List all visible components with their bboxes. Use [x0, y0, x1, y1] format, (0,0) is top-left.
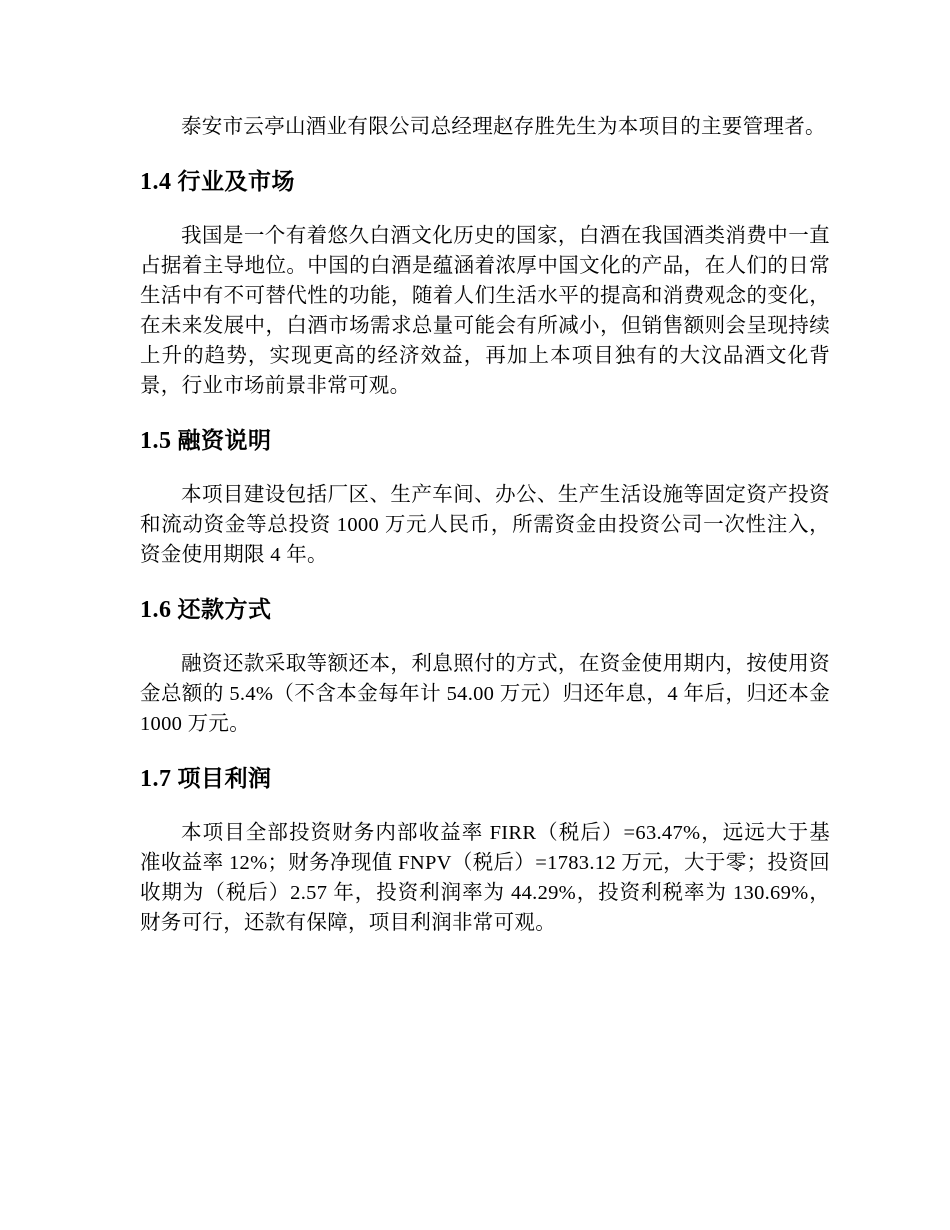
- intro-paragraph: 泰安市云亭山酒业有限公司总经理赵存胜先生为本项目的主要管理者。: [181, 116, 826, 138]
- section-heading-1-5: [140, 425, 830, 457]
- section-paragraph-1-7: 本项目全部投资财务内部收益率 FIRR（税后）=63.47%，远远大于基准收益率 12%；财务净现值 FNPV（税后）=1783.12 万元，大于零；投资回收期为（税后）2.57 年，投资利润率为 44.29%，投资利税率为 130.69%，财务可行，还款有保障，项目利润非常可观。: [140, 822, 830, 934]
- section-number: 1.5: [140, 428, 172, 454]
- section-number: 1.6: [140, 597, 172, 623]
- section-heading-1-7: [140, 763, 830, 795]
- section-number: 1.4: [140, 169, 172, 195]
- section-title: 项目利润: [177, 766, 272, 792]
- section-heading-1-6: [140, 594, 830, 626]
- section-title: 还款方式: [177, 597, 272, 623]
- section-paragraph-1-6: 融资还款采取等额还本，利息照付的方式，在资金使用期内，按使用资金总额的 5.4%（不含本金每年计 54.00 万元）归还年息，4 年后，归还本金 1000 万元。: [140, 653, 830, 735]
- section-heading-1-4: [140, 166, 830, 198]
- document-body: [140, 112, 830, 938]
- section-title: 融资说明: [177, 428, 272, 454]
- section-paragraph-1-5: 本项目建设包括厂区、生产车间、办公、生产生活设施等固定资产投资和流动资金等总投资 1000 万元人民币，所需资金由投资公司一次性注入，资金使用期限 4 年。: [140, 484, 830, 566]
- section-number: 1.7: [140, 766, 172, 792]
- section-title: 行业及市场: [177, 169, 295, 195]
- section-paragraph-1-4: 我国是一个有着悠久白酒文化历史的国家，白酒在我国酒类消费中一直占据着主导地位。中国的白酒是蕴涵着浓厚中国文化的产品，在人们的日常生活中有不可替代性的功能，随着人们生活水平的提高和消费观念的变化，在未来发展中，白酒市场需求总量可能会有所减小，但销售额则会呈现持续上升的趋势，实现更高的经济效益，再加上本项目独有的大汶品酒文化背景，行业市场前景非常可观。: [140, 225, 830, 397]
